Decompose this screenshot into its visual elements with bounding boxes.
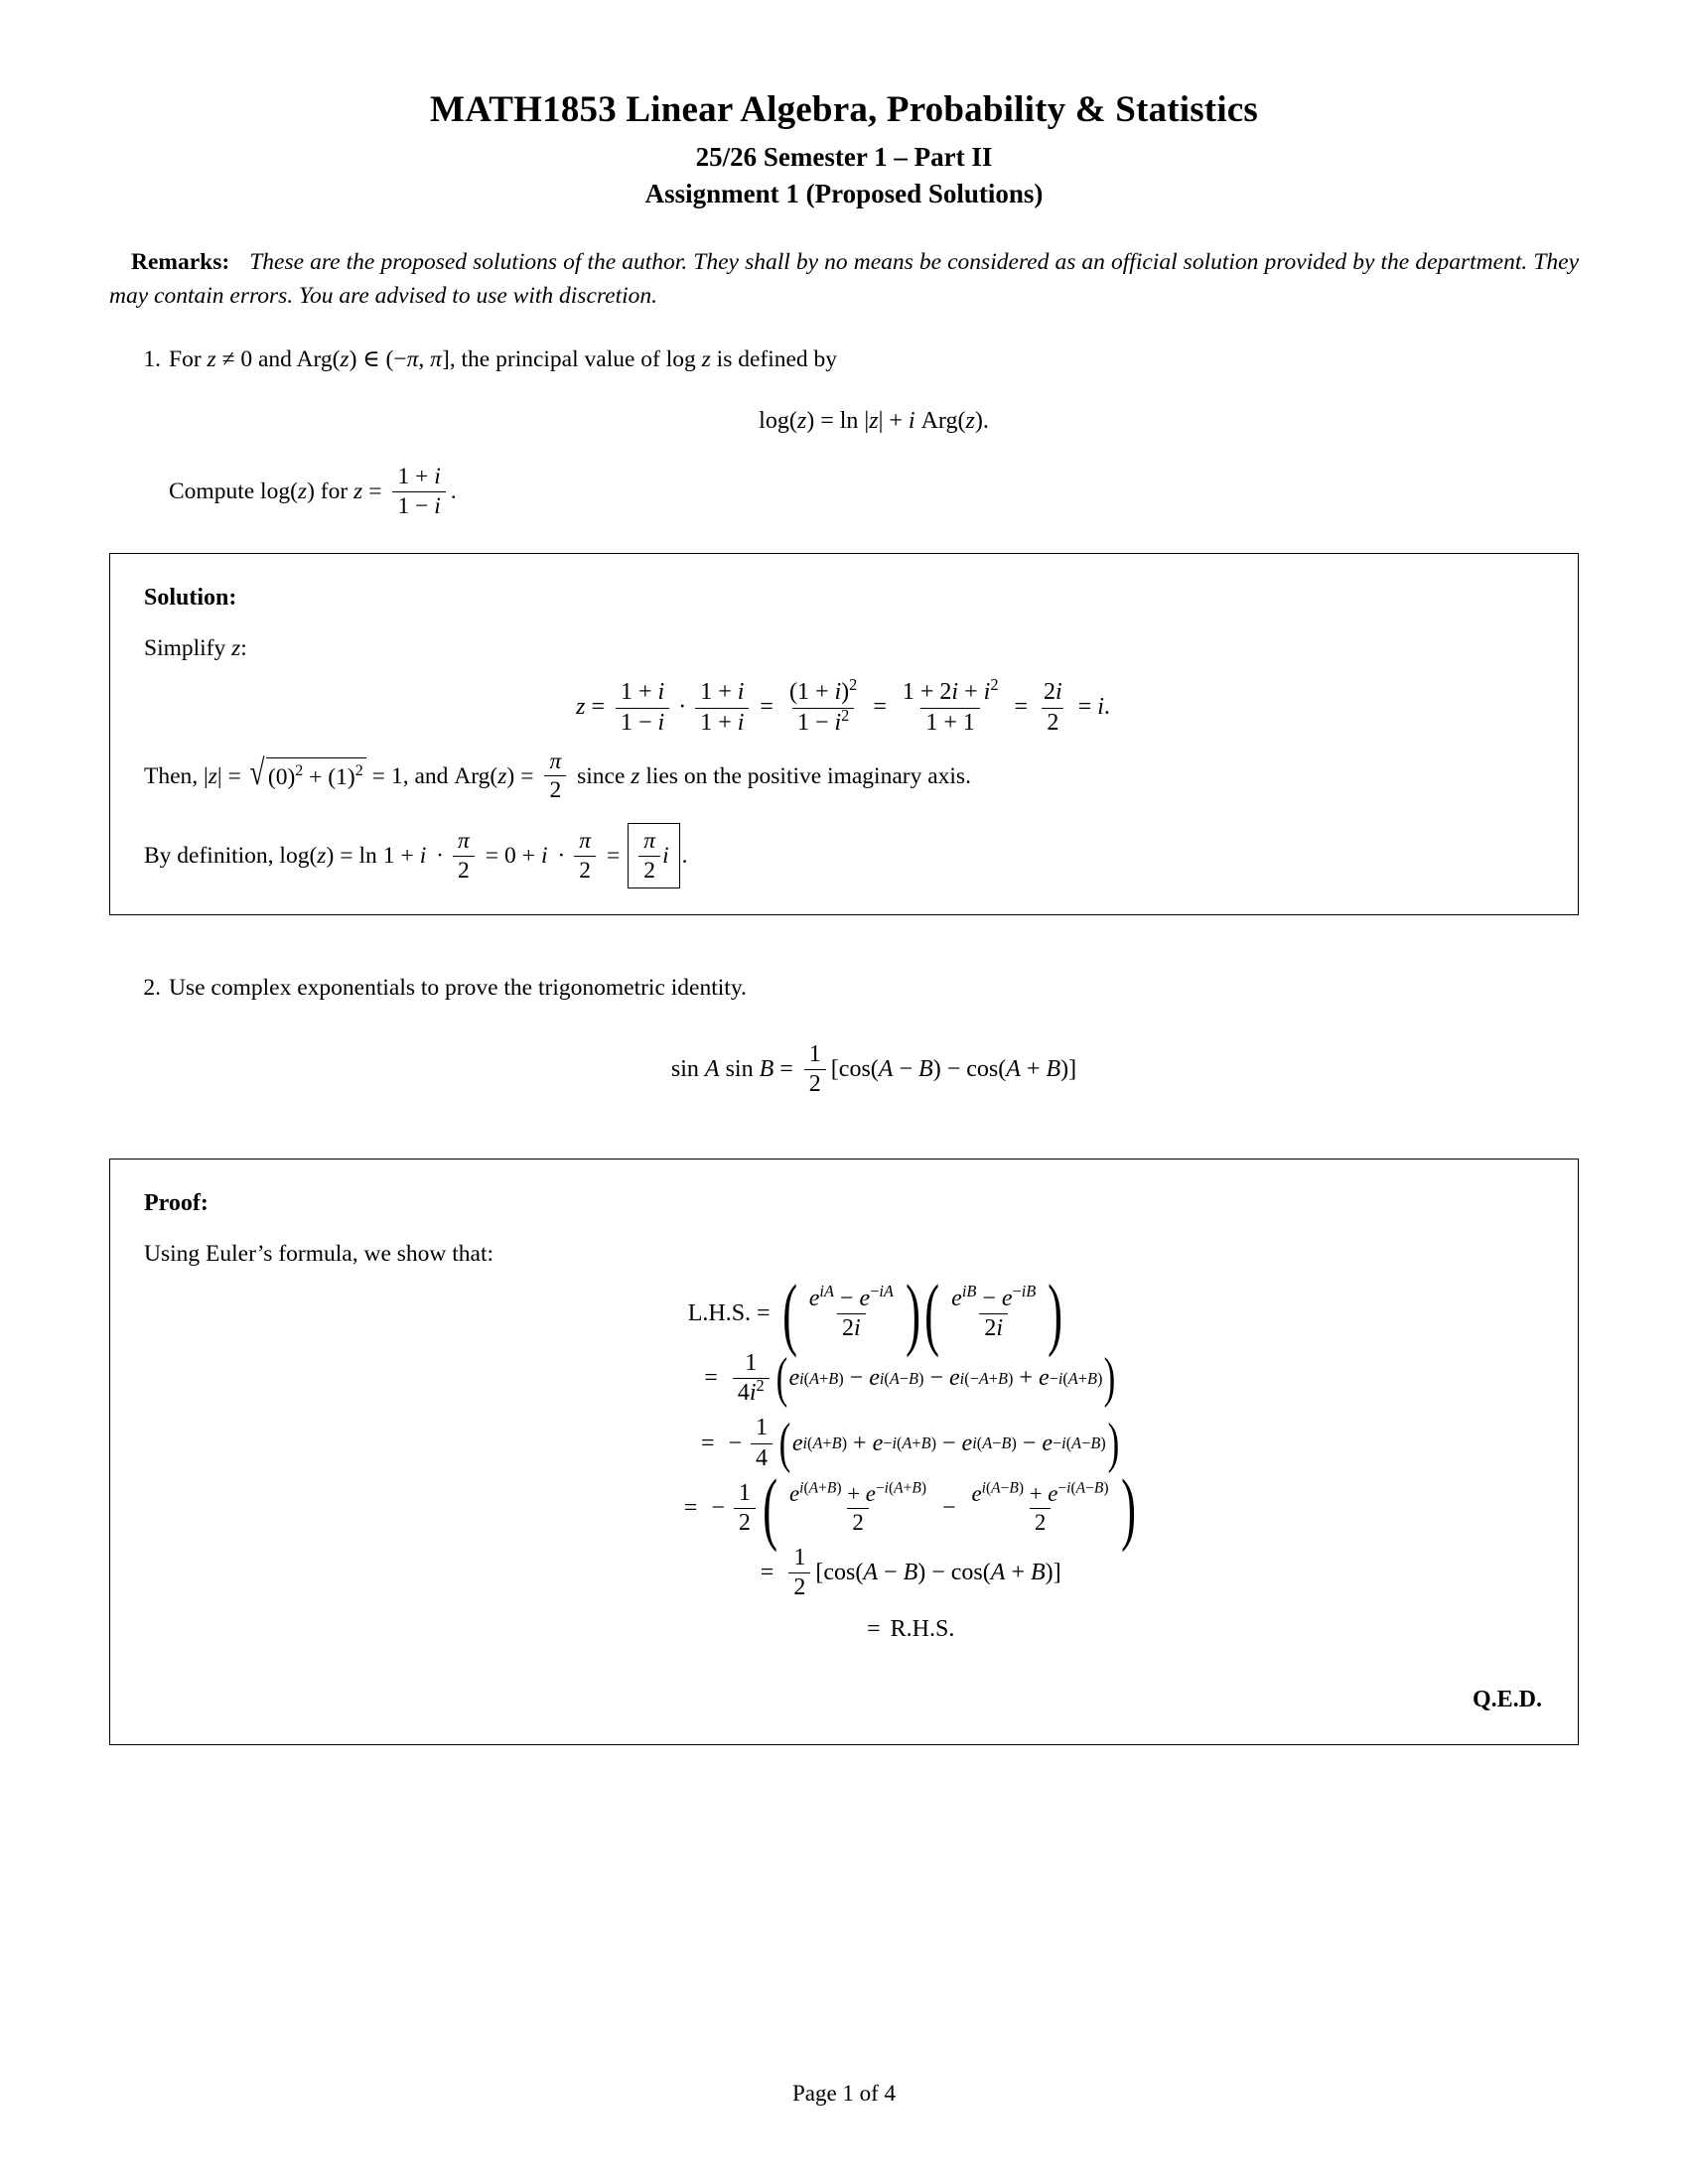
proof-row-4-lhs: = [683,1494,698,1521]
proof-row-1-lhs: L.H.S. = [687,1299,771,1326]
proof-row-6-rhs: R.H.S. [890,1615,955,1642]
prompt-fraction: $\frac{1 + i}{1 - i}$ [392,465,445,518]
proof-row-5: = $\frac{1}{2}$ [ cos ( A − B ) − cos ( A + B )] [144,1546,1542,1600]
problem-1 [109,342,1579,519]
page-title: MATH1853 Linear Algebra, Probability & Statistics [429,89,1259,130]
proof-row-3: = − $\frac{1}{4}$ ( e i(A+B) + e −i(A+B) − e i(A−B) − e −i(A−B) ) [144,1416,1542,1470]
proof-row-2-lhs: = [704,1365,718,1392]
proof-intro-line: Using Euler’s formula, we show that: [144,1241,494,1268]
solution-box-title: Solution: [144,584,237,611]
remarks-paragraph [109,245,1579,313]
problem-2-display-equation: sin A sin B = $\frac{1}{2}$ [ cos ( A − B ) − cos ( A + B )] [670,1040,1077,1097]
remarks-label: Remarks: [131,249,230,276]
problem-2-statement: Use complex exponentials to prove the trigonometric identity. [169,975,747,1002]
document-title-block [109,89,1579,211]
solution-simplify-label: Simplify z: [144,634,247,661]
document-subtitle: 25/26 Semester 1 – Part II [695,141,993,172]
page-content [109,89,1579,1745]
proof-row-2: = $\frac{1}{4i^2}$ ( e i(A+B) − e i(A−B) − e i(−A+B) + e −i(A+B) ) [144,1351,1542,1406]
proof-row-5-lhs: = [760,1560,774,1586]
problem-1-prompt: Compute log ( z ) for z = $\frac{1 + i}{1 - i}$ . [169,464,457,520]
proof-box [109,1159,1579,1745]
proof-box-title: Proof: [144,1190,209,1217]
problem-2-number: 2. [143,975,161,1002]
remarks-text: These are the proposed solutions of the author. They shall by no means be considered as an official solution provided by the department. They may contain errors. You are advised to use with discretion. [109,249,1579,310]
problem-1-statement: For z ≠ 0 and Arg(z) ∈ (−π, π], the principal value of log z is defined by [169,346,838,373]
proof-row-6-lhs: = [867,1615,881,1642]
problem-1-display-equation: log ( z ) = ln | z | + i Arg ( z ). [759,408,989,435]
page-number-label: Page 1 of 4 [791,2081,897,2106]
proof-row-3-lhs: = [700,1430,715,1456]
document-subtitle-2: Assignment 1 (Proposed Solutions) [644,179,1044,209]
problem-2 [109,971,1579,1097]
qed-label: Q.E.D. [1472,1686,1542,1712]
solution-modulus-line: Then, | z | = √ $(0)^2 + (1)^2$ = 1, and Arg ( z ) = $\frac{\pi}{2}$ since z lies on the positive imaginary axis. [144,748,971,804]
solution-final-line: By definition, log ( z ) = ln 1 + i · $\frac{\pi}{2}$ = 0 + i · $\frac{\pi}{2}$ = $\frac{\pi}{2}$ i . [144,823,1542,888]
proof-row-1: L.H.S. = ( $\frac{e^{iA} - e^{-iA}}{2i}$ ) ( $\frac{e^{iB} - e^{-iB}}{2i}$ ) [144,1287,1542,1341]
boxed-answer: $\frac{\pi}{2}$ i [628,823,679,888]
page-footer [0,2081,1688,2107]
proof-row-4: = − $\frac{1}{2}$ ( $\frac{e^{i(A+B)} + e^{-i(A+B)}}{2}$ − $\frac{e^{i(A-B)} + e^{-i(A-B)}}{2}$ ) [144,1481,1542,1536]
solution-box [109,553,1579,916]
solution-chain-equation: z = $\frac{1 + i}{1 - i}$ · $\frac{1 + i}{1 + i}$ = $\frac{(1 + i)^2}{1 - i^2}$ = $\frac{1 + 2i + i^2}{1 + 1}$ = $\frac{2i}{2}$ = i . [576,675,1110,736]
proof-derivation [144,1268,1542,1648]
proof-row-6 [144,1611,1542,1648]
problem-1-number: 1. [143,346,161,373]
